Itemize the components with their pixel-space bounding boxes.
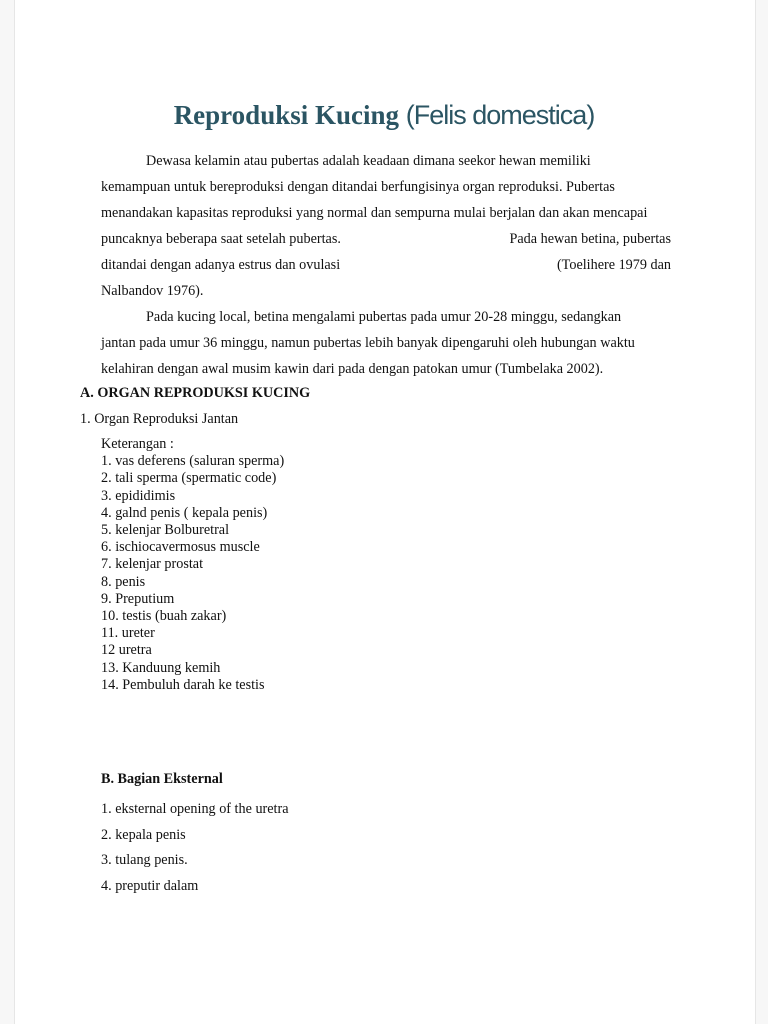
paragraph-line: menandakan kapasitas reproduksi yang normal dan sempurna mulai berjalan dan akan mencapai [101, 205, 648, 221]
list-item: 4. preputir dalam [101, 877, 199, 894]
list-item: 7. kelenjar prostat [101, 556, 204, 573]
list-item: 13. Kanduung kemih [101, 659, 221, 676]
list-item: 2. kepala penis [101, 826, 186, 843]
list-item: 3. epididimis [101, 487, 176, 504]
paragraph-line: ditandai dengan adanya estrus dan ovulasi (Toelihere 1979 dan [101, 257, 671, 273]
paragraph-line: jantan pada umur 36 minggu, namun pubertas lebih banyak dipengaruhi oleh hubungan waktu [101, 335, 635, 351]
list-item: 6. ischiocavermosus muscle [101, 539, 260, 556]
list-item: 10. testis (buah zakar) [101, 608, 227, 625]
paragraph-local-cat-puberty [101, 304, 671, 382]
list-item: 1. vas deferens (saluran sperma) [101, 453, 285, 470]
document-title [0, 100, 768, 131]
paragraph-line: kemampuan untuk bereproduksi dengan ditandai berfungisinya organ reproduksi. Pubertas [101, 179, 615, 195]
paragraph-line: kelahiran dengan awal musim kawin dari pada dengan patokan umur (Tumbelaka 2002). [101, 361, 604, 377]
list-item: 11. ureter [101, 625, 155, 642]
list-item: 12 uretra [101, 642, 152, 659]
external-parts-list [101, 797, 289, 899]
paragraph-line: puncaknya beberapa saat setelah pubertas. Pada hewan betina, pubertas [101, 231, 671, 247]
section-a-heading: A. ORGAN REPRODUKSI KUCING [80, 385, 311, 401]
keterangan-label: Keterangan : [101, 436, 174, 452]
list-item: 14. Pembuluh darah ke testis [101, 676, 265, 693]
list-item: 9. Preputium [101, 590, 175, 607]
list-item: 8. penis [101, 573, 146, 590]
paragraph-puberty-definition [101, 148, 671, 304]
list-item: 3. tulang penis. [101, 852, 188, 868]
title-main: Reproduksi Kucing [173, 100, 400, 130]
list-item: 5. kelenjar Bolburetral [101, 522, 230, 539]
subsection-male-organs: 1. Organ Reproduksi Jantan [80, 411, 239, 427]
list-item: 1. eksternal opening of the uretra [101, 801, 289, 817]
keterangan-list [101, 436, 284, 694]
paragraph-line: Pada kucing local, betina mengalami pubertas pada umur 20-28 minggu, sedangkan [146, 309, 622, 325]
list-item: 2. tali sperma (spermatic code) [101, 470, 277, 487]
paragraph-line: Dewasa kelamin atau pubertas adalah keadaan dimana seekor hewan memiliki [146, 153, 591, 169]
section-b-heading: B. Bagian Eksternal [101, 771, 223, 787]
list-item: 4. galnd penis ( kepala penis) [101, 504, 268, 521]
title-latin-name: (Felis domestica) [405, 100, 595, 130]
paragraph-line: Nalbandov 1976). [101, 283, 204, 299]
